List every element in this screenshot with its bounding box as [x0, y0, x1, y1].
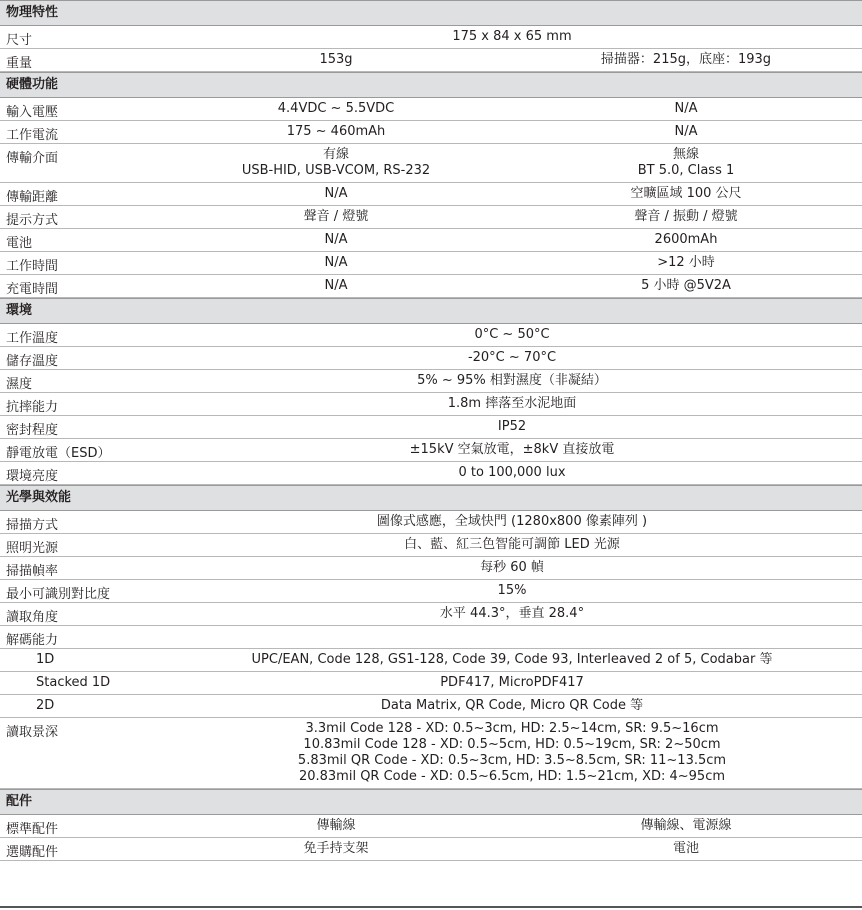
spec-label: 電池: [6, 236, 33, 251]
spec-label: 照明光源: [6, 541, 59, 556]
spec-value-wired: 175 ~ 460mAh: [286, 124, 386, 139]
spec-label: 讀取景深: [6, 725, 59, 740]
spec-row: [0, 416, 862, 439]
value-line: 10.83mil Code 128 - XD: 0.5~5cm, HD: 0.5~19cm, SR: 2~50cm: [303, 737, 721, 752]
spec-label: 工作溫度: [6, 331, 59, 346]
spec-value: 0 to 100,000 lux: [458, 465, 566, 480]
spec-row: [0, 649, 862, 672]
spec-value-wireless: 傳輸線、電源線: [640, 818, 732, 833]
spec-value: Data Matrix, QR Code, Micro QR Code 等: [380, 698, 644, 713]
spec-value-wired: 聲音 / 燈號: [303, 209, 369, 224]
spec-value-wired: N/A: [324, 186, 348, 201]
spec-label: 濕度: [6, 377, 33, 392]
spec-label: 傳輸距離: [6, 190, 59, 205]
spec-value-wireless: N/A: [674, 124, 698, 139]
spec-value: PDF417, MicroPDF417: [440, 675, 584, 690]
spec-label: 掃描方式: [6, 518, 59, 533]
spec-value-wireless: 5 小時 @5V2A: [641, 278, 731, 293]
spec-label: Stacked 1D: [36, 675, 111, 690]
spec-value-wired: N/A: [324, 278, 348, 293]
spec-value-wireless: 2600mAh: [654, 232, 718, 247]
spec-row: [0, 672, 862, 695]
spec-row: [0, 603, 862, 626]
spec-value: 水平 44.3°，垂直 28.4°: [439, 606, 585, 621]
spec-row: [0, 557, 862, 580]
section-header: 硬體功能: [0, 72, 862, 98]
spec-value-wireless: 掃描器：215g，底座：193g: [600, 52, 772, 67]
spec-label: 抗摔能力: [6, 400, 59, 415]
spec-row: [0, 26, 862, 49]
spec-label: 儲存溫度: [6, 354, 59, 369]
value-line: USB-HID, USB-VCOM, RS-232: [241, 163, 431, 178]
section-header: 物理特性: [0, 0, 862, 26]
spec-row: [0, 370, 862, 393]
spec-value: 175 x 84 x 65 mm: [452, 29, 572, 44]
spec-row: [0, 534, 862, 557]
spec-label: 選購配件: [6, 845, 59, 860]
spec-row: [0, 252, 862, 275]
spec-value-wireless: [510, 147, 862, 179]
spec-row: [0, 183, 862, 206]
section-header: 光學與效能: [0, 485, 862, 511]
spec-row: [0, 626, 862, 649]
spec-value-wired: 4.4VDC ~ 5.5VDC: [277, 101, 395, 116]
spec-row: [0, 718, 862, 789]
spec-value-wireless: >12 小時: [657, 255, 715, 270]
spec-label: 標準配件: [6, 822, 59, 837]
spec-value-wired: 傳輸線: [316, 818, 356, 833]
spec-value: 5% ~ 95% 相對濕度（非凝結）: [417, 373, 607, 388]
spec-label: 1D: [36, 652, 55, 667]
spec-label: 讀取角度: [6, 610, 59, 625]
spec-row: [0, 439, 862, 462]
spec-value-wireless: 聲音 / 振動 / 燈號: [634, 209, 738, 224]
spec-label: 提示方式: [6, 213, 59, 228]
spec-value: [162, 721, 862, 785]
spec-row: [0, 462, 862, 485]
spec-value-wired: 153g: [319, 52, 353, 67]
spec-row: [0, 815, 862, 838]
spec-value-wireless: N/A: [674, 101, 698, 116]
spec-value: 每秒 60 幀: [480, 560, 544, 575]
spec-row: [0, 98, 862, 121]
spec-label: 工作電流: [6, 128, 59, 143]
spec-row: [0, 206, 862, 229]
section-header: 環境: [0, 298, 862, 324]
spec-row: [0, 393, 862, 416]
spec-label: 充電時間: [6, 282, 59, 297]
spec-row: [0, 144, 862, 183]
spec-label: 重量: [6, 56, 33, 71]
spec-value-wired: N/A: [324, 255, 348, 270]
spec-row: [0, 121, 862, 144]
spec-row: [0, 229, 862, 252]
spec-row: [0, 347, 862, 370]
table-bottom-rule: [0, 906, 862, 908]
spec-row: [0, 695, 862, 718]
value-line: 3.3mil Code 128 - XD: 0.5~3cm, HD: 2.5~14cm, SR: 9.5~16cm: [305, 721, 719, 736]
spec-label: 掃描幀率: [6, 564, 59, 579]
spec-value-wired: [162, 147, 510, 179]
spec-label: 靜電放電（ESD）: [6, 446, 111, 461]
spec-value-wired: N/A: [324, 232, 348, 247]
spec-value-wired: 免手持支架: [303, 841, 369, 856]
spec-value: IP52: [497, 419, 527, 434]
spec-row: [0, 275, 862, 298]
spec-value: 圖像式感應，全域快門 (1280x800 像素陣列 ): [376, 514, 648, 529]
spec-value: 15%: [497, 583, 527, 598]
spec-value: 白、藍、紅三色智能可調節 LED 光源: [404, 537, 620, 552]
section-header: 配件: [0, 789, 862, 815]
value-line: BT 5.0, Class 1: [637, 163, 735, 178]
spec-value: 0°C ~ 50°C: [474, 327, 550, 342]
spec-value: 1.8m 摔落至水泥地面: [447, 396, 577, 411]
spec-row: [0, 580, 862, 603]
value-line: 無線: [672, 147, 699, 162]
spec-label: 解碼能力: [6, 633, 59, 648]
spec-row: [0, 511, 862, 534]
spec-label: 2D: [36, 698, 55, 713]
value-line: 有線: [322, 147, 349, 162]
spec-value: UPC/EAN, Code 128, GS1-128, Code 39, Code 93, Interleaved 2 of 5, Codabar 等: [251, 652, 773, 667]
value-line: 5.83mil QR Code - XD: 0.5~3cm, HD: 3.5~8.5cm, SR: 11~13.5cm: [297, 753, 727, 768]
value-line: 20.83mil QR Code - XD: 0.5~6.5cm, HD: 1.5~21cm, XD: 4~95cm: [298, 769, 726, 784]
spec-label: 輸入電壓: [6, 105, 59, 120]
spec-label: 傳輸介面: [6, 151, 59, 166]
spec-label: 環境亮度: [6, 469, 59, 484]
spec-value-wireless: 電池: [672, 841, 699, 856]
spec-row: [0, 838, 862, 861]
spec-label: 尺寸: [6, 33, 33, 48]
spec-value: ±15kV 空氣放電，±8kV 直接放電: [409, 442, 615, 457]
spec-row: [0, 324, 862, 347]
spec-row: [0, 49, 862, 72]
spec-value: -20°C ~ 70°C: [467, 350, 557, 365]
spec-label: 最小可識別對比度: [6, 587, 111, 602]
spec-value-wireless: 空曠區域 100 公尺: [630, 186, 742, 201]
spec-label: 工作時間: [6, 259, 59, 274]
spec-label: 密封程度: [6, 423, 59, 438]
